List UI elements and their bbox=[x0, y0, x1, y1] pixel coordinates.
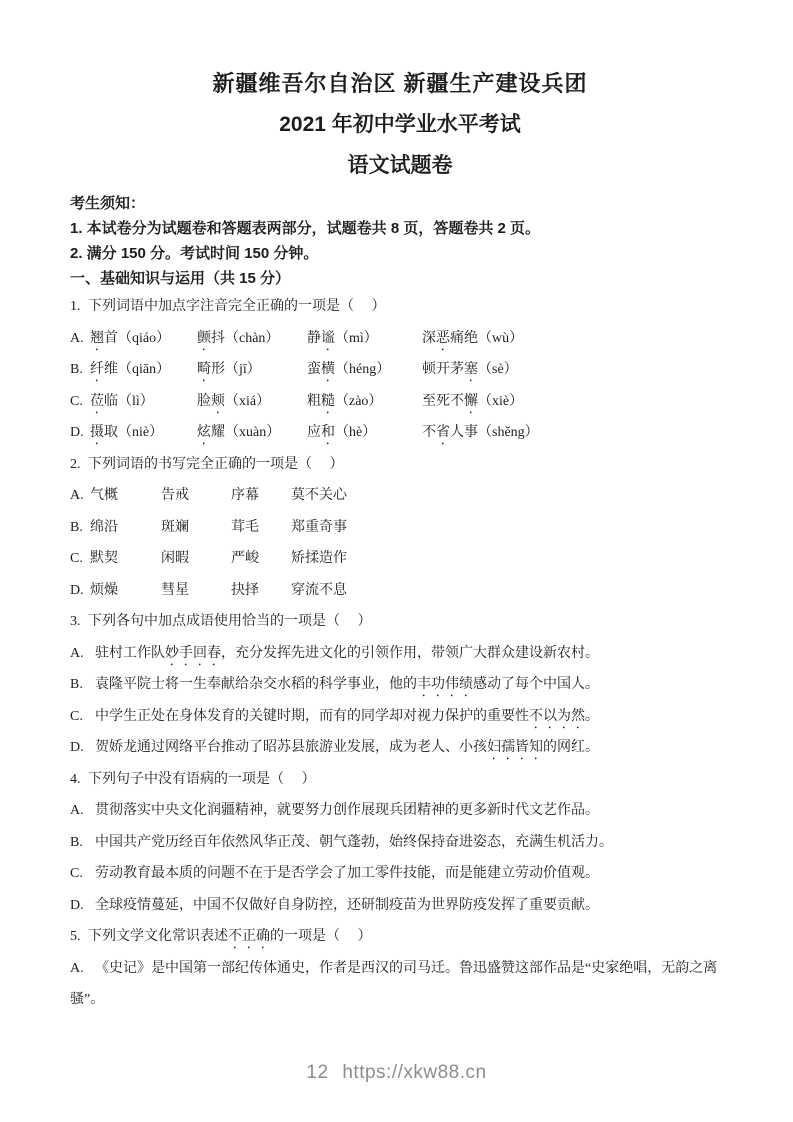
option-text: 贯彻落实中央文化润疆精神，就要努力创作展现兵团精神的更多新时代文艺作品。 bbox=[95, 803, 599, 818]
notice-heading: 考生须知： bbox=[70, 195, 146, 212]
question-3 bbox=[70, 606, 730, 764]
emphasized-text: 颊 bbox=[211, 393, 225, 409]
question-2 bbox=[70, 449, 730, 607]
option-letter: A. bbox=[70, 803, 84, 818]
emphasized-text: 莅 bbox=[90, 393, 104, 409]
page-number: 12 bbox=[306, 1062, 329, 1083]
option-3B bbox=[70, 669, 730, 701]
option-4C bbox=[70, 858, 730, 890]
option-5A bbox=[70, 953, 730, 1016]
option-letter: C. bbox=[70, 708, 83, 724]
emphasized-text: 纤 bbox=[90, 362, 104, 377]
option-text: 袁隆平院士将一生奉献给杂交水稻的科学事业，他的丰功伟绩感动了每个中国人。 bbox=[95, 677, 599, 692]
option-word: 翘首（qiáo） bbox=[90, 330, 171, 346]
question-stem-text: 下列词语的书写完全正确的一项是（ ） bbox=[88, 456, 344, 472]
option-word: 烦燥 bbox=[90, 582, 118, 598]
option-word: 莅临（lì） bbox=[90, 393, 154, 409]
option-text: 《史记》是中国第一部纪传体通史，作者是西汉的司马迁。鲁迅盛赞这部作品是“史家绝唱，无韵之离骚”。 bbox=[70, 960, 718, 1007]
option-3A bbox=[70, 638, 730, 670]
emphasized-text: 谧 bbox=[321, 330, 335, 346]
question-number: 2. bbox=[70, 456, 81, 472]
emphasized-text: 不正确 bbox=[228, 929, 270, 944]
option-text: 驻村工作队妙手回春，充分发挥先进文化的引领作用，带领广大群众建设新农村。 bbox=[95, 645, 599, 661]
option-word: 莫不关心 bbox=[291, 488, 347, 503]
question-5 bbox=[70, 921, 730, 1016]
option-word: 深恶痛绝（wù） bbox=[422, 330, 524, 346]
question-number: 3. bbox=[70, 614, 81, 629]
option-letter: D. bbox=[70, 425, 84, 440]
option-1A bbox=[70, 323, 730, 355]
option-text: 中学生正处在身体发育的关键时期，而有的同学却对视力保护的重要性不以为然。 bbox=[95, 708, 599, 724]
option-word: 畸形（jī） bbox=[197, 362, 261, 377]
option-word: 静谧（mì） bbox=[307, 330, 378, 346]
option-2B bbox=[70, 512, 730, 544]
option-letter: C. bbox=[70, 393, 83, 409]
option-4A bbox=[70, 795, 730, 827]
question-stem-text: 下列文学文化常识表述不正确的一项是（ ） bbox=[88, 929, 372, 944]
option-word: 不省人事（shěng） bbox=[422, 425, 539, 440]
option-letter: B. bbox=[70, 834, 83, 850]
emphasized-text: 妙手回春 bbox=[165, 645, 221, 661]
question-1 bbox=[70, 291, 730, 449]
page-content bbox=[70, 0, 730, 1016]
option-word: 摄取（niè） bbox=[90, 425, 164, 440]
exam-region-title: 新疆维吾尔自治区 新疆生产建设兵团 bbox=[212, 71, 588, 96]
notice-item-1: 1. 本试卷分为试题卷和答题表两部分，试题卷共 8 页，答题卷共 2 页。 bbox=[70, 220, 541, 237]
option-2C bbox=[70, 543, 730, 575]
option-letter: D. bbox=[70, 740, 84, 755]
option-word: 闲暇 bbox=[161, 551, 189, 566]
option-word: 严峻 bbox=[231, 551, 259, 566]
emphasized-text: 塞 bbox=[464, 362, 478, 377]
option-word: 告戒 bbox=[161, 488, 189, 503]
option-2A bbox=[70, 480, 730, 512]
option-word: 顿开茅塞（sè） bbox=[422, 362, 518, 377]
emphasized-text: 丰功伟绩 bbox=[417, 677, 473, 692]
question-stem bbox=[70, 291, 730, 323]
emphasized-text: 省 bbox=[436, 425, 450, 440]
option-4B bbox=[70, 827, 730, 859]
option-1D bbox=[70, 417, 730, 449]
option-word: 斑斓 bbox=[161, 519, 189, 535]
option-word: 脸颊（xiá） bbox=[197, 393, 271, 409]
question-stem bbox=[70, 606, 730, 638]
option-word: 粗糙（zào） bbox=[307, 393, 383, 409]
option-letter: D. bbox=[70, 897, 84, 913]
option-letter: A. bbox=[70, 488, 84, 503]
option-letter: A. bbox=[70, 330, 84, 346]
question-stem bbox=[70, 449, 730, 481]
option-letter: B. bbox=[70, 677, 83, 692]
option-3C bbox=[70, 701, 730, 733]
option-4D bbox=[70, 890, 730, 922]
question-number: 4. bbox=[70, 771, 81, 787]
option-word: 抉择 bbox=[231, 582, 259, 598]
option-word: 穿流不息 bbox=[291, 582, 347, 598]
option-2D bbox=[70, 575, 730, 607]
question-stem-text: 下列词语中加点字注音完全正确的一项是（ ） bbox=[88, 299, 386, 314]
emphasized-text: 懈 bbox=[464, 393, 478, 409]
option-word: 炫耀（xuàn） bbox=[197, 425, 281, 440]
exam-subject-title: 语文试题卷 bbox=[347, 154, 453, 177]
option-text: 劳动教育最本质的问题不在于是否学会了加工零件技能，而是能建立劳动价值观。 bbox=[95, 866, 599, 881]
emphasized-text: 妇孺皆知 bbox=[487, 740, 543, 755]
emphasized-text: 不以为然 bbox=[529, 708, 585, 724]
question-number: 5. bbox=[70, 929, 81, 944]
question-stem-text: 下列各句中加点成语使用恰当的一项是（ ） bbox=[88, 614, 372, 629]
notice-item-2: 2. 满分 150 分。考试时间 150 分钟。 bbox=[70, 245, 319, 262]
option-letter: D. bbox=[70, 582, 84, 598]
emphasized-text: 翘 bbox=[90, 330, 104, 346]
footer-url: https://xkw88.cn bbox=[342, 1062, 487, 1083]
option-word: 彗星 bbox=[161, 582, 189, 598]
option-letter: B. bbox=[70, 362, 83, 377]
option-word: 茸毛 bbox=[231, 519, 259, 535]
option-letter: A. bbox=[70, 645, 84, 661]
page-footer bbox=[0, 1062, 793, 1084]
section-heading: 一、基础知识与运用（共 15 分） bbox=[70, 270, 291, 287]
option-word: 纤维（qiān） bbox=[90, 362, 171, 377]
option-text: 中国共产党历经百年依然风华正茂、朝气蓬勃，始终保持奋进姿态，充满生机活力。 bbox=[95, 834, 613, 850]
option-word: 序幕 bbox=[231, 488, 259, 503]
emphasized-text: 炫 bbox=[197, 425, 211, 440]
option-1B bbox=[70, 354, 730, 386]
option-letter: A. bbox=[70, 960, 84, 976]
question-stem-text: 下列句子中没有语病的一项是（ ） bbox=[88, 771, 316, 787]
option-word: 气概 bbox=[90, 488, 118, 503]
option-word: 颤抖（chàn） bbox=[197, 330, 280, 346]
option-word: 蛮横（héng） bbox=[307, 362, 391, 377]
option-1C bbox=[70, 386, 730, 418]
emphasized-text: 糙 bbox=[321, 393, 335, 409]
option-word: 应和（hè） bbox=[307, 425, 377, 440]
exam-session-title: 2021 年初中学业水平考试 bbox=[279, 113, 521, 136]
question-stem bbox=[70, 921, 730, 953]
emphasized-text: 摄 bbox=[90, 425, 104, 440]
question-number: 1. bbox=[70, 299, 81, 314]
option-word: 矫揉造作 bbox=[291, 551, 347, 566]
option-letter: B. bbox=[70, 519, 83, 535]
option-word: 默契 bbox=[90, 551, 118, 566]
emphasized-text: 畸 bbox=[197, 362, 211, 377]
emphasized-text: 横 bbox=[321, 362, 335, 377]
option-text: 贺娇龙通过网络平台推动了昭苏县旅游业发展，成为老人、小孩妇孺皆知的网红。 bbox=[95, 740, 599, 755]
option-letter: C. bbox=[70, 866, 83, 881]
option-word: 郑重奇事 bbox=[291, 519, 347, 535]
emphasized-text: 颤 bbox=[197, 330, 211, 346]
questions-list bbox=[70, 291, 730, 1016]
option-text: 全球疫情蔓延，中国不仅做好自身防控，还研制疫苗为世界防疫发挥了重要贡献。 bbox=[95, 897, 599, 913]
option-word: 绵沿 bbox=[90, 519, 118, 535]
question-stem bbox=[70, 764, 730, 796]
option-3D bbox=[70, 732, 730, 764]
emphasized-text: 和 bbox=[321, 425, 335, 440]
option-word: 至死不懈（xiè） bbox=[422, 393, 524, 409]
emphasized-text: 恶 bbox=[436, 330, 450, 346]
question-4 bbox=[70, 764, 730, 922]
option-letter: C. bbox=[70, 551, 83, 566]
